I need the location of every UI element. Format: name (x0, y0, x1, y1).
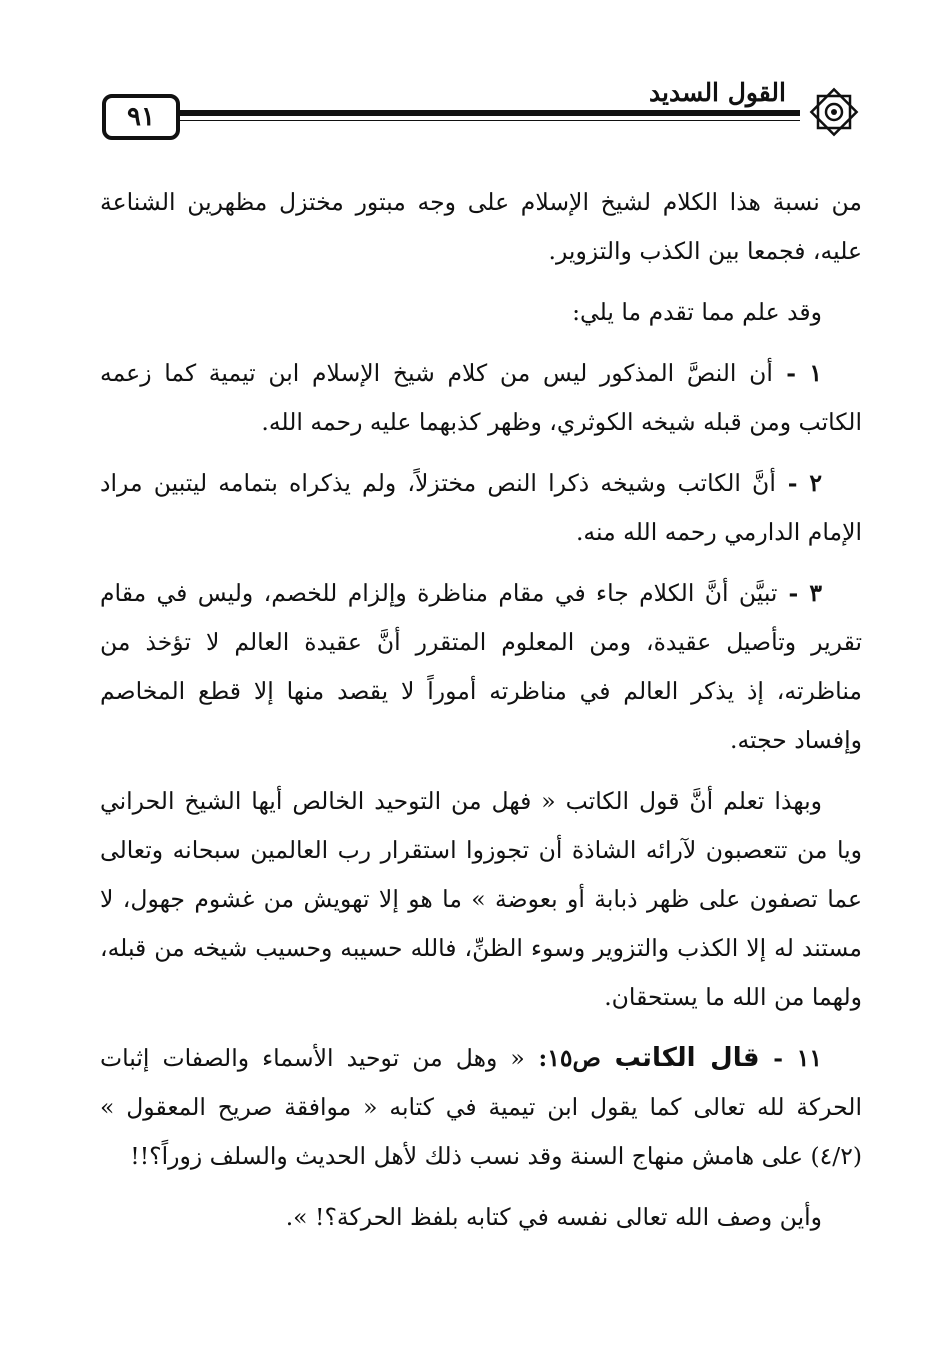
paragraph-final (100, 1193, 862, 1242)
numbered-point-1 (100, 349, 862, 447)
page-number: ٩١ (102, 94, 180, 140)
paragraph-intro (100, 178, 862, 276)
paragraph-lead (100, 288, 862, 337)
page-reference: ص١٥: (524, 1044, 615, 1072)
paragraph-text: تبيَّن أنَّ الكلام جاء في مقام مناظرة وإلزام للخصم، وليس في مقام تقرير وتأصيل عقيدة، ومن المعلوم المتقرر أنَّ عقيدة العالم لا تؤخذ من مناظرته، إذ يذكر العالم في مناظرته أموراً لا يقصد منها إلا قطع المخاصم وإفساد حجته. (100, 579, 862, 754)
book-title: القول السديد (645, 78, 790, 107)
point-number: ٢ - (775, 469, 822, 497)
author-said-heading: قال الكاتب (614, 1043, 760, 1073)
paragraph-text: وأين وصف الله تعالى نفسه في كتابه بلفظ الحركة؟! ». (285, 1203, 822, 1231)
paragraph-text: أنَّ الكاتب وشيخه ذكرا النص مختزلاً، ولم يذكراه بتمامه ليتبين مراد الإمام الدارمي رحمه الله منه. (100, 469, 862, 546)
numbered-point-2 (100, 459, 862, 557)
point-number: ٣ - (777, 579, 822, 607)
paragraph-text: من نسبة هذا الكلام لشيخ الإسلام على وجه مبتور مختزل مظهرين الشناعة عليه، فجمعا بين الكذب والتزوير. (100, 188, 862, 265)
point-number: ١ - (772, 359, 822, 387)
header-rule (172, 110, 800, 116)
star-ornament-icon (804, 82, 864, 142)
header-rule-thin (172, 120, 800, 121)
page-header (96, 76, 866, 156)
numbered-point-3 (100, 569, 862, 765)
section-11 (100, 1034, 862, 1181)
paragraph-text: وبهذا تعلم أنَّ قول الكاتب « فهل من التوحيد الخالص أيها الشيخ الحراني ويا من تتعصبون لآرائه الشاذة أن تجوزوا استقرار رب العالمين سبحانه وتعالى عما تصفون على ظهر ذبابة أو بعوضة » ما هو إلا تهويش من غشوم جهول، لا مستند له إلا الكذب والتزوير وسوء الظنِّ، فالله حسيبه وحسيب شيخه من قبله، ولهما من الله ما يستحقان. (100, 787, 862, 1011)
page-body (100, 178, 862, 1254)
section-number: ١١ - (759, 1044, 823, 1072)
paragraph-text: وقد علم مما تقدم ما يلي: (572, 298, 822, 326)
paragraph-text: « وهل من توحيد الأسماء والصفات إثبات الحركة لله تعالى كما يقول ابن تيمية في كتابه « موافقة صريح المعقول » (٤/٢) على هامش منهاج السنة وقد نسب ذلك لأهل الحديث والسلف زوراً؟!! (100, 1044, 862, 1170)
paragraph-conclusion (100, 777, 862, 1022)
paragraph-text: أن النصَّ المذكور ليس من كلام شيخ الإسلام ابن تيمية كما زعمه الكاتب ومن قبله شيخه الكوثري، وظهر كذبهما عليه رحمه الله. (100, 359, 862, 436)
